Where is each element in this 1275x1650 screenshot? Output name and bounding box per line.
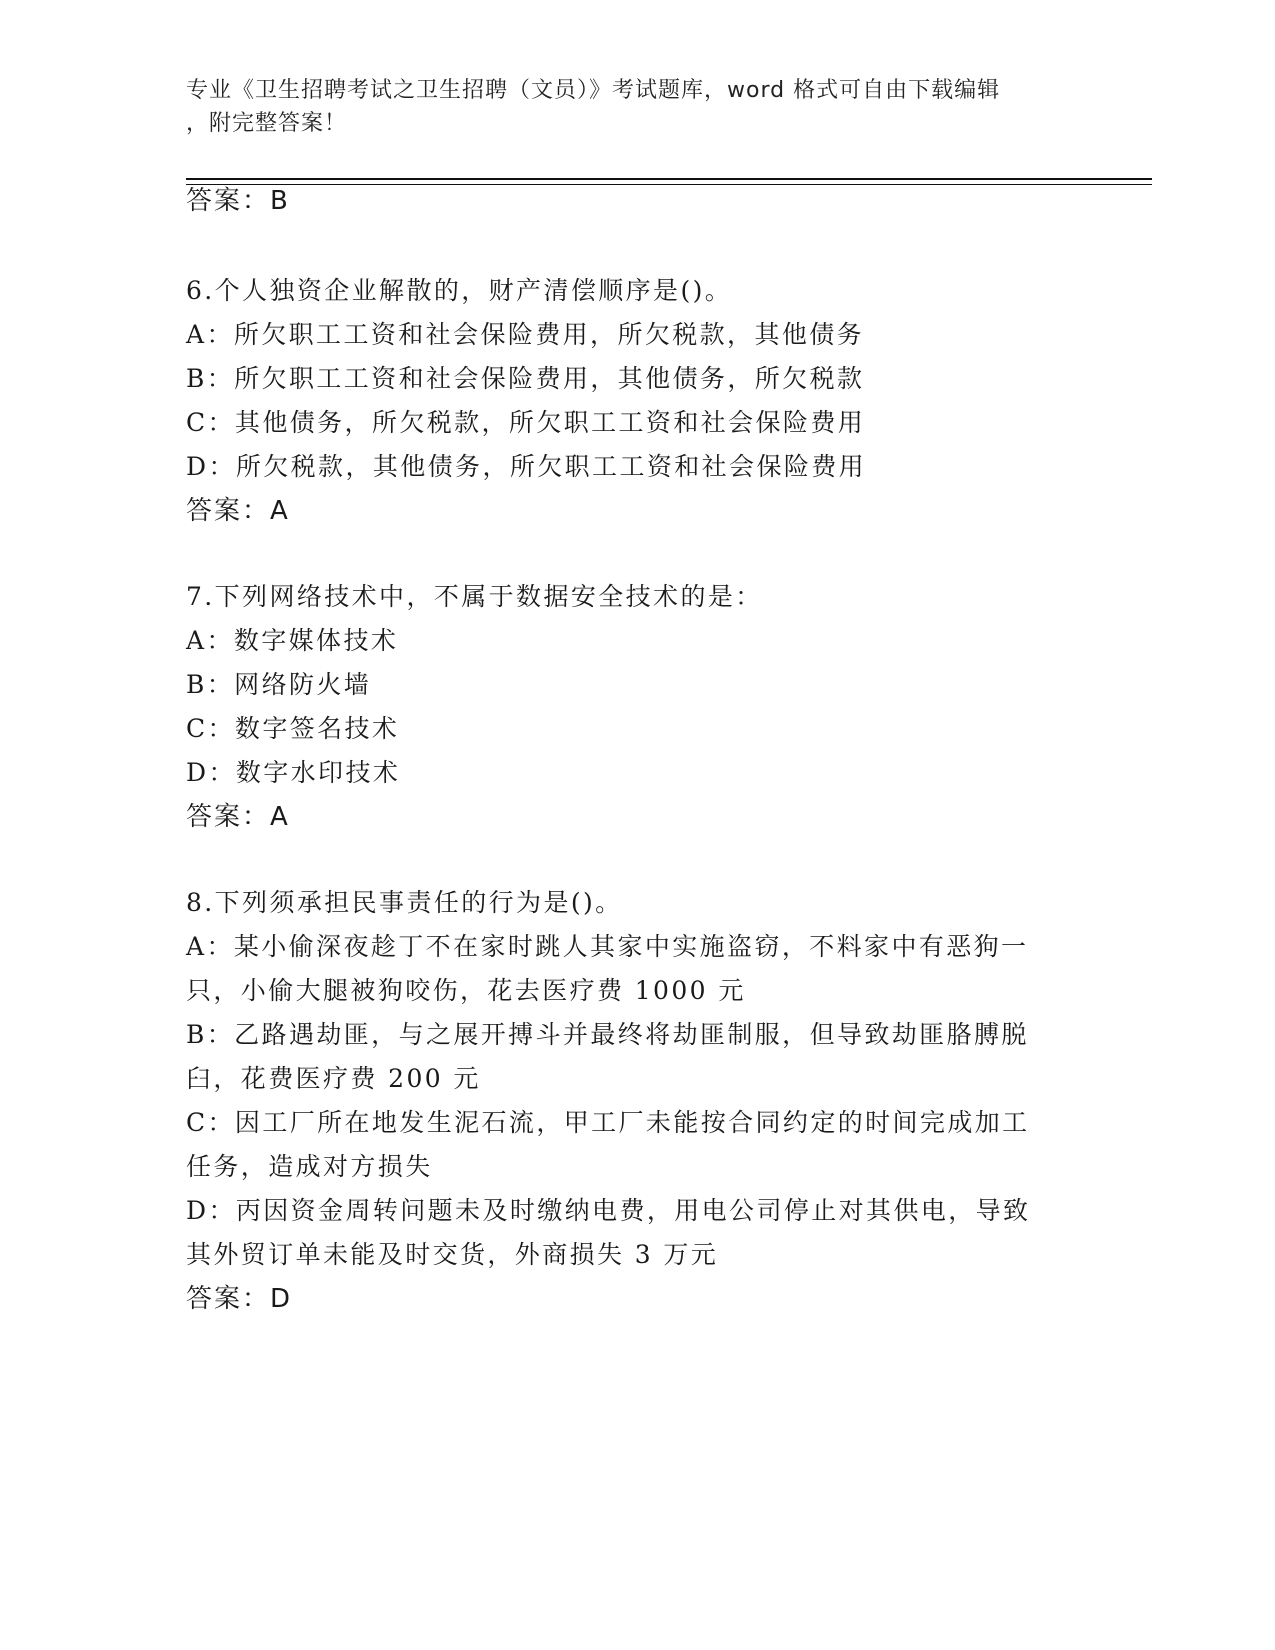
answer-label-q8: 答案：D bbox=[186, 1284, 293, 1314]
question-8-option-a-line-1: A：某小偷深夜趁丁不在家时跳人其家中实施盗窃，不料家中有恶狗一 bbox=[186, 932, 1029, 961]
question-8-option-c-line-1: C：因工厂所在地发生泥石流，甲工厂未能按合同约定的时间完成加工 bbox=[186, 1108, 1030, 1137]
header-divider-thick bbox=[186, 178, 1152, 180]
question-8-option-a-line-2: 只，小偷大腿被狗咬伤，花去医疗费 1000 元 bbox=[186, 976, 746, 1005]
question-8-stem: 8.下列须承担民事责任的行为是()。 bbox=[186, 888, 623, 917]
question-7-option-a: A：数字媒体技术 bbox=[186, 626, 399, 655]
page-header bbox=[186, 74, 1066, 140]
header-title-line-1: 专业《卫生招聘考试之卫生招聘（文员）》考试题库，word 格式可自由下载编辑 bbox=[186, 78, 1001, 103]
answer-label-q7: 答案：A bbox=[186, 802, 290, 832]
question-6-stem: 6.个人独资企业解散的，财产清偿顺序是()。 bbox=[186, 276, 733, 305]
question-7-option-d: D：数字水印技术 bbox=[186, 758, 401, 787]
question-6-option-d: D：所欠税款，其他债务，所欠职工工资和社会保险费用 bbox=[186, 452, 867, 481]
header-divider-thin bbox=[186, 184, 1152, 185]
question-6-option-b: B：所欠职工工资和社会保险费用，其他债务，所欠税款 bbox=[186, 364, 865, 393]
question-8-option-d-line-1: D：丙因资金周转问题未及时缴纳电费，用电公司停止对其供电，导致 bbox=[186, 1196, 1031, 1225]
question-7-option-c: C：数字签名技术 bbox=[186, 714, 400, 743]
question-7-stem: 7.下列网络技术中，不属于数据安全技术的是： bbox=[186, 582, 763, 611]
question-6-option-c: C：其他债务，所欠税款，所欠职工工资和社会保险费用 bbox=[186, 408, 866, 437]
question-7-option-b: B：网络防火墙 bbox=[186, 670, 372, 699]
question-8-option-d-line-2: 其外贸订单未能及时交货，外商损失 3 万元 bbox=[186, 1240, 719, 1269]
question-8-option-b-line-1: B：乙路遇劫匪，与之展开搏斗并最终将劫匪制服，但导致劫匪胳膊脱 bbox=[186, 1020, 1029, 1049]
question-6-option-a: A：所欠职工工资和社会保险费用，所欠税款，其他债务 bbox=[186, 320, 865, 349]
answer-label-q5: 答案：B bbox=[186, 186, 290, 216]
question-8-option-b-line-2: 臼，花费医疗费 200 元 bbox=[186, 1064, 481, 1093]
answer-label-q6: 答案：A bbox=[186, 496, 290, 526]
header-title-line-2: ，附完整答案！ bbox=[186, 111, 348, 136]
question-8-option-c-line-2: 任务，造成对方损失 bbox=[186, 1152, 433, 1181]
